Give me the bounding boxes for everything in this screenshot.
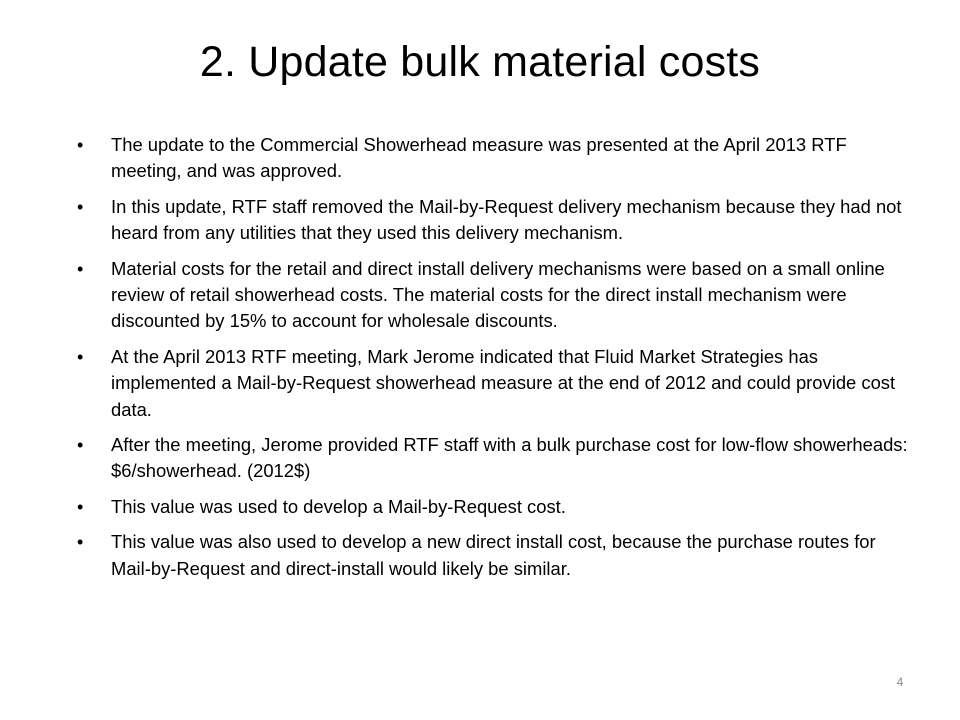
page-number: 4: [896, 675, 904, 689]
slide-title: 2. Update bulk material costs: [199, 38, 761, 86]
bullet-icon: •: [77, 496, 84, 517]
list-item: [72, 132, 912, 185]
bullet-text: After the meeting, Jerome provided RTF staff with a bulk purchase cost for low-flow showerheads: $6/showerhead. (2012$): [111, 434, 908, 482]
list-item: [72, 432, 912, 485]
bullet-text: At the April 2013 RTF meeting, Mark Jerome indicated that Fluid Market Strategies has implemented a Mail-by-Request showerhead measure at the end of 2012 and could provide cost data.: [111, 345, 896, 420]
bullet-icon: •: [77, 258, 84, 279]
bullet-icon: •: [77, 532, 84, 553]
list-item: [72, 494, 912, 520]
bullet-text: Material costs for the retail and direct install delivery mechanisms were based on a small online review of retail showerhead costs. The material costs for the direct install mechanism were discounted by 15% to account for wholesale discounts.: [111, 257, 885, 332]
list-item: [72, 344, 912, 423]
bullet-icon: •: [77, 435, 84, 456]
bullet-text: In this update, RTF staff removed the Mail-by-Request delivery mechanism because they had not heard from any utilities that they used this delivery mechanism.: [111, 195, 902, 244]
list-item: [72, 529, 912, 582]
bullet-icon: •: [77, 196, 84, 217]
bullet-text: This value was used to develop a Mail-by-Request cost.: [111, 495, 566, 517]
bullet-text: The update to the Commercial Showerhead measure was presented at the April 2013 RTF meeting, and was approved.: [111, 134, 847, 182]
bullet-icon: •: [77, 135, 84, 155]
list-item: [72, 256, 912, 335]
bullet-text: This value was also used to develop a new direct install cost, because the purchase routes for Mail-by-Request and direct-install would likely be similar.: [111, 531, 876, 579]
bullet-icon: •: [77, 346, 84, 367]
list-item: [72, 194, 912, 247]
bullet-list: [72, 132, 912, 591]
